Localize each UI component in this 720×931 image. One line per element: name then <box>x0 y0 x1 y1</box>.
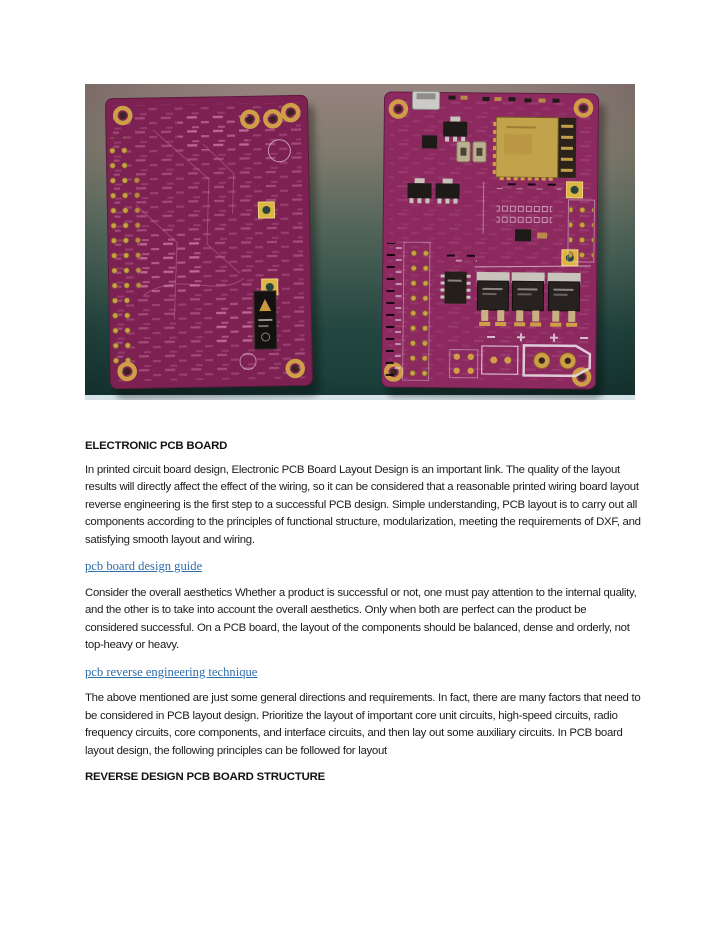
micro-usb-connector <box>412 91 439 109</box>
mounting-hole <box>576 100 591 115</box>
mounting-hole <box>120 364 135 379</box>
right-header-pads <box>568 200 595 262</box>
tactile-button <box>457 142 470 162</box>
gold-pad <box>265 111 280 126</box>
yellow-pad <box>258 202 274 218</box>
via-grid <box>404 243 429 379</box>
smd-ic <box>422 135 437 148</box>
via-grid <box>108 137 136 372</box>
mounting-hole <box>283 105 298 120</box>
pin-labels <box>385 243 402 377</box>
section-heading-electronic-pcb-board: ELECTRONIC PCB BOARD <box>85 440 228 452</box>
pcb-photo <box>85 84 635 400</box>
yellow-pad <box>566 182 582 198</box>
barcode-label <box>254 291 277 349</box>
link-pcb-board-design-guide[interactable]: pcb board design guide <box>85 559 203 573</box>
mounting-hole <box>115 108 130 123</box>
gold-pad <box>242 112 257 127</box>
pcb-board-back <box>105 95 319 399</box>
header-footprint <box>496 201 552 224</box>
tactile-button <box>473 142 486 162</box>
link-pcb-reverse-engineering-technique[interactable]: pcb reverse engineering technique <box>85 664 258 679</box>
document-content <box>85 84 641 787</box>
pcb-photo-illustration <box>85 84 635 400</box>
paragraph-overall-aesthetics: Consider the overall aesthetics Whether a product is successful or not, one must pay attention to the internal quality, and the other is to take into account the overall aesthetics. Only when both are perfect can the product be considered successful. On a PCB board, the layout of the components should be balanced, dense and orderly, not top-heavy or heavy. <box>85 586 637 651</box>
mounting-hole <box>288 361 303 376</box>
smd-ic <box>515 229 531 241</box>
section-heading-reverse-design-structure: REVERSE DESIGN PCB BOARD STRUCTURE <box>85 771 326 783</box>
pcb-board-front <box>381 91 605 399</box>
paragraph-pcb-layout-intro: In printed circuit board design, Electronic PCB Board Layout Design is an important link. The quality of the layout results will directly affect the effect of the wiring, so it can be considered that a reasonable printed wiring board layout reverse engineering is the first step to a successful PCB design. Simple understanding, PCB layout is to carry out all components according to the principles of functional structure, modularization, meeting the requirements of DXF, and satisfying smooth layout and wiring. <box>85 463 641 546</box>
mounting-hole <box>391 101 406 116</box>
soic-ic <box>440 271 470 303</box>
paragraph-layout-factors: The above mentioned are just some general directions and requirements. In fact, there are many factors that need to be considered in PCB layout design. Prioritize the layout of important core unit circuits, high-speed circuits, radio frequency circuits, core components, and interface circuits, and then lay out some auxiliary circuits. In PCB board layout design, the following principles can be followed for layout <box>85 692 641 757</box>
